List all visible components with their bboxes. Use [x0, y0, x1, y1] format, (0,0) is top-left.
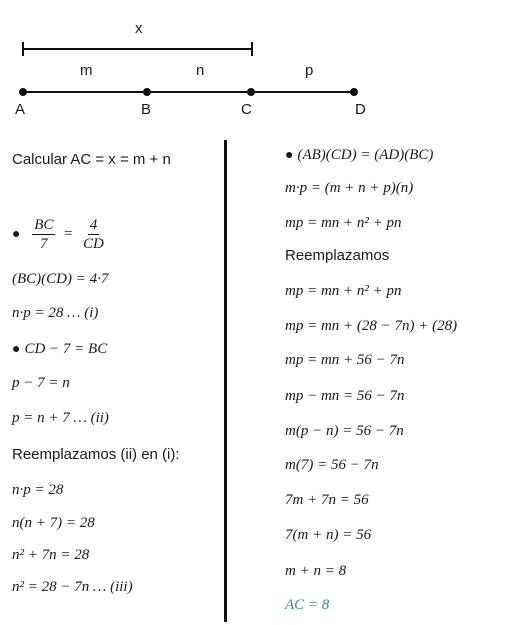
eq-line: m·p = (m + n + p)(n) — [285, 180, 414, 196]
eq-line: p = n + 7 … (ii) — [12, 410, 109, 426]
label-p: p — [305, 62, 314, 79]
eq-line: mp = mn + (28 − 7n) + (28) — [285, 318, 458, 334]
eq-line: n² = 28 − 7n … (iii) — [12, 579, 133, 595]
eq-line: n·p = 28 … (i) — [12, 305, 99, 321]
fraction-right: $\frac{4}{CD}$ — [83, 217, 104, 252]
eq-line: (BC)(CD) = 4·7 — [12, 271, 109, 287]
eq-line: mp = mn + 56 − 7n — [285, 352, 405, 368]
x-label: x — [135, 20, 143, 37]
replace-note: Reemplazamos — [285, 247, 390, 264]
eq-line: m(7) = 56 − 7n — [285, 457, 379, 473]
label-b: B — [141, 101, 152, 118]
label-d: D — [355, 101, 366, 118]
x-measure-tick-left — [22, 42, 24, 56]
label-n: n — [196, 62, 205, 79]
eq-line: 7m + 7n = 56 — [285, 492, 369, 508]
eq-line: n² + 7n = 28 — [12, 547, 90, 563]
x-measure-tick-right — [251, 42, 253, 56]
eq-line-bulleted: ● (AB)(CD) = (AD)(BC) — [285, 147, 434, 163]
bullet: ● — [12, 226, 21, 242]
label-a: A — [15, 101, 26, 118]
replace-note: Reemplazamos (ii) en (i): — [12, 446, 180, 463]
eq-line: mp − mn = 56 − 7n — [285, 388, 405, 404]
x-measure-line — [23, 48, 252, 50]
main-segment — [23, 91, 355, 93]
point-a — [19, 88, 27, 96]
eq-line: m + n = 8 — [285, 563, 347, 579]
fraction-equation: ● $\frac{BC}{7}$ = $\frac{4}{CD}$ — [12, 217, 104, 252]
bullet: ● — [285, 148, 294, 163]
eq-line: 7(m + n) = 56 — [285, 527, 372, 543]
point-d — [350, 88, 358, 96]
column-divider — [224, 140, 227, 622]
eq-line: m(p − n) = 56 − 7n — [285, 423, 404, 439]
eq-line: n(n + 7) = 28 — [12, 515, 95, 531]
final-answer: AC = 8 — [285, 597, 330, 613]
label-m: m — [80, 62, 93, 79]
bullet: ● — [12, 342, 21, 357]
eq-line: p − 7 = n — [12, 375, 70, 391]
calc-statement: Calcular AC = x = m + n — [12, 151, 171, 168]
point-b — [143, 88, 151, 96]
eq-line: mp = mn + n² + pn — [285, 283, 402, 299]
eq-line-bulleted: ● CD − 7 = BC — [12, 341, 108, 357]
eq-line: mp = mn + n² + pn — [285, 215, 402, 231]
label-c: C — [241, 101, 252, 118]
eq-line: n·p = 28 — [12, 482, 64, 498]
fraction-left: $\frac{BC}{7}$ — [34, 217, 54, 252]
point-c — [247, 88, 255, 96]
